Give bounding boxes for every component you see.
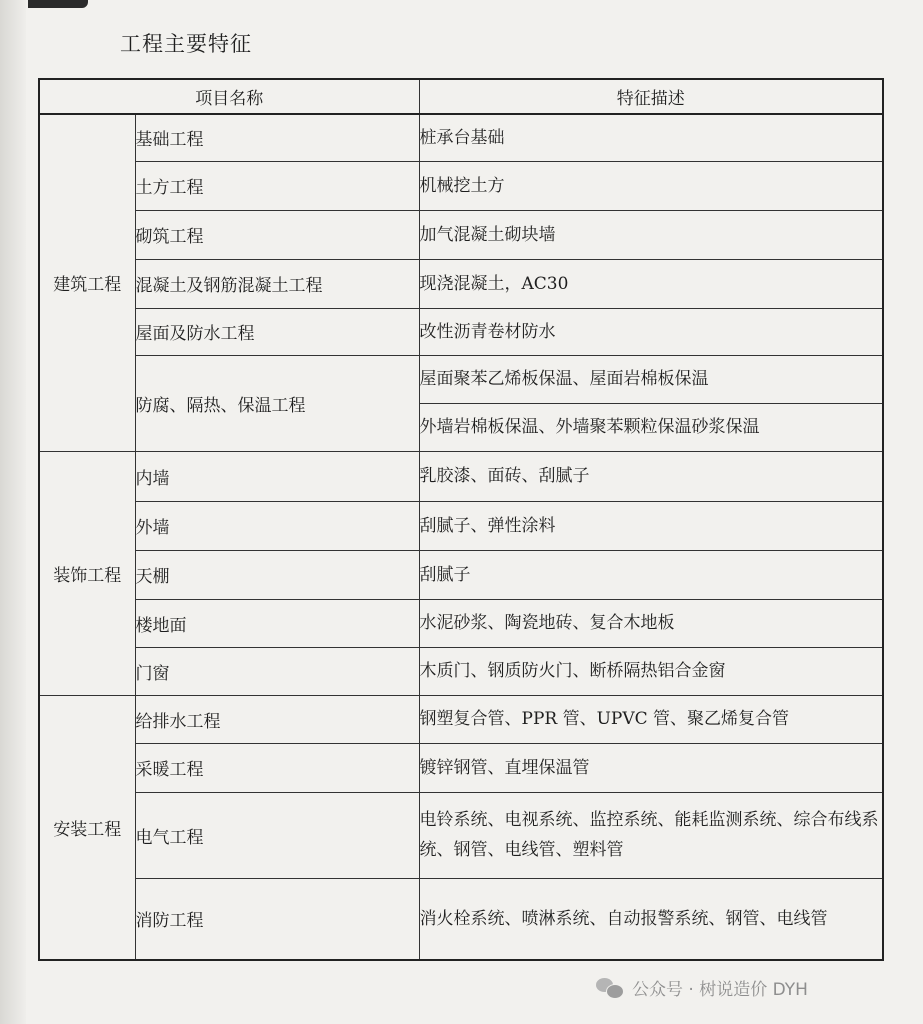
table-row (39, 647, 883, 695)
item-cell: 天棚 (135, 550, 419, 599)
table-header-row (39, 79, 883, 114)
item-cell: 采暖工程 (135, 743, 419, 792)
desc-cell: 镀锌钢管、直埋保温管 (419, 743, 883, 792)
desc-cell: 水泥砂浆、陶瓷地砖、复合木地板 (419, 599, 883, 647)
desc-cell: 屋面聚苯乙烯板保温、屋面岩棉板保温 (419, 355, 883, 403)
table-row (39, 792, 883, 878)
desc-cell: 现浇混凝土，AC30 (419, 259, 883, 308)
item-cell: 土方工程 (135, 161, 419, 210)
item-cell: 屋面及防水工程 (135, 308, 419, 355)
wechat-icon (596, 976, 624, 998)
table-row (39, 550, 883, 599)
desc-cell: 消火栓系统、喷淋系统、自动报警系统、钢管、电线管 (419, 878, 883, 960)
table-row (39, 114, 883, 161)
item-cell: 消防工程 (135, 878, 419, 960)
header-item-name: 项目名称 (39, 79, 419, 114)
desc-cell: 刮腻子 (419, 550, 883, 599)
item-cell: 基础工程 (135, 114, 419, 161)
table-row (39, 259, 883, 308)
desc-cell: 机械挖土方 (419, 161, 883, 210)
table-row (39, 451, 883, 501)
category-decoration: 装饰工程 (39, 451, 135, 695)
item-cell: 楼地面 (135, 599, 419, 647)
table-row (39, 501, 883, 550)
desc-cell: 乳胶漆、面砖、刮腻子 (419, 451, 883, 501)
table-row (39, 161, 883, 210)
item-cell: 混凝土及钢筋混凝土工程 (135, 259, 419, 308)
table-row (39, 878, 883, 960)
category-building: 建筑工程 (39, 114, 135, 451)
watermark (596, 972, 808, 1002)
page-edge-shadow (0, 0, 26, 1024)
watermark-text: 公众号 · 树说造价 DYH (632, 979, 808, 1000)
header-feature-desc: 特征描述 (419, 79, 883, 114)
item-cell: 防腐、隔热、保温工程 (135, 355, 419, 451)
item-cell: 门窗 (135, 647, 419, 695)
category-installation: 安装工程 (39, 695, 135, 960)
desc-cell: 桩承台基础 (419, 114, 883, 161)
binding-mark (28, 0, 88, 8)
table-row (39, 210, 883, 259)
table-row (39, 355, 883, 403)
desc-cell: 改性沥青卷材防水 (419, 308, 883, 355)
desc-cell: 加气混凝土砌块墙 (419, 210, 883, 259)
item-cell: 外墙 (135, 501, 419, 550)
desc-cell: 木质门、钢质防火门、断桥隔热铝合金窗 (419, 647, 883, 695)
item-cell: 给排水工程 (135, 695, 419, 743)
table-row (39, 308, 883, 355)
features-table (38, 78, 884, 961)
desc-cell: 钢塑复合管、PPR 管、UPVC 管、聚乙烯复合管 (419, 695, 883, 743)
desc-cell: 外墙岩棉板保温、外墙聚苯颗粒保温砂浆保温 (419, 403, 883, 451)
desc-cell: 刮腻子、弹性涂料 (419, 501, 883, 550)
item-cell: 砌筑工程 (135, 210, 419, 259)
item-cell: 电气工程 (135, 792, 419, 878)
document-title: 工程主要特征 (120, 32, 252, 56)
item-cell: 内墙 (135, 451, 419, 501)
desc-cell: 电铃系统、电视系统、监控系统、能耗监测系统、综合布线系统、钢管、电线管、塑料管 (419, 792, 883, 878)
table-row (39, 743, 883, 792)
table-row (39, 599, 883, 647)
table-row (39, 695, 883, 743)
